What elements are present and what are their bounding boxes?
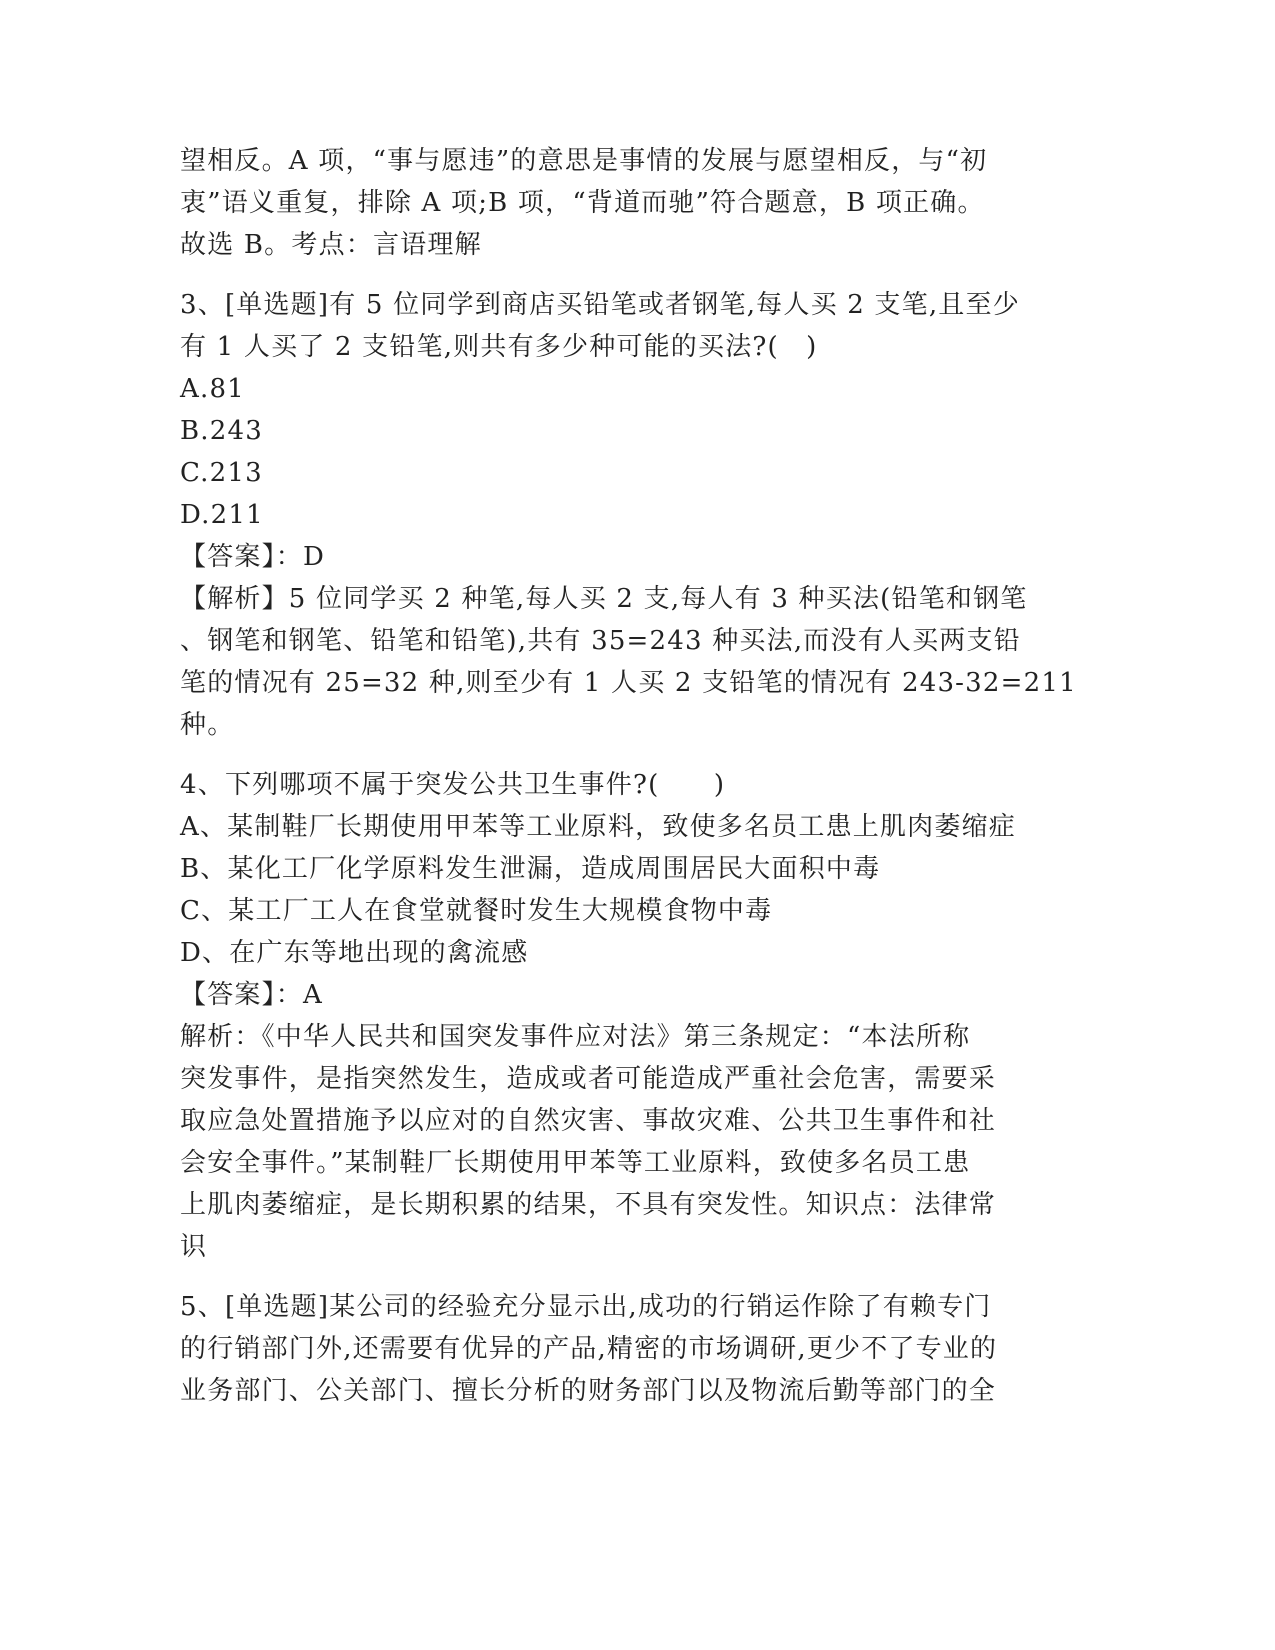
- text-line: 故选 B。考点：言语理解: [180, 230, 482, 260]
- analysis-line: 解析：《中华人民共和国突发事件应对法》第三条规定：“本法所称: [180, 1022, 971, 1052]
- analysis-line: 突发事件，是指突然发生，造成或者可能造成严重社会危害，需要采: [180, 1064, 997, 1094]
- question-4: [180, 764, 1080, 1268]
- option-b: B、某化工厂化学原料发生泄漏，造成周围居民大面积中毒: [180, 854, 881, 884]
- analysis-line: 识: [180, 1232, 208, 1262]
- question-stem-line: 业务部门、公关部门、擅长分析的财务部门以及物流后勤等部门的全: [180, 1376, 997, 1406]
- question-stem-line: 的行销部门外,还需要有优异的产品,精密的市场调研,更少不了专业的: [180, 1334, 998, 1364]
- analysis-line: 会安全事件。”某制鞋厂长期使用甲苯等工业原料，致使多名员工患: [180, 1148, 971, 1178]
- analysis-line: 上肌肉萎缩症，是长期积累的结果，不具有突发性。知识点：法律常: [180, 1190, 997, 1220]
- option-c: C、某工厂工人在食堂就餐时发生大规模食物中毒: [180, 896, 773, 926]
- text-line: 衷”语义重复，排除 A 项;B 项，“背道而驰”符合题意，B 项正确。: [180, 188, 985, 218]
- option-b: B.243: [180, 416, 263, 446]
- option-a: A.81: [180, 374, 245, 404]
- question-3: [180, 284, 1080, 746]
- text-line: 望相反。A 项，“事与愿违”的意思是事情的发展与愿望相反，与“初: [180, 146, 988, 176]
- analysis-line: 笔的情况有 25=32 种,则至少有 1 人买 2 支铅笔的情况有 243-32=211: [180, 668, 1077, 698]
- question-stem-line: 3、[单选题]有 5 位同学到商店买铅笔或者钢笔,每人买 2 支笔,且至少: [180, 290, 1020, 320]
- question-2-explanation-tail: [180, 140, 1080, 266]
- analysis-line: 种。: [180, 710, 235, 740]
- analysis-line: 【解析】5 位同学买 2 种笔,每人买 2 支,每人有 3 种买法(铅笔和钢笔: [180, 584, 1028, 614]
- question-5: [180, 1286, 1080, 1412]
- option-d: D.211: [180, 500, 264, 530]
- question-stem-line: 4、下列哪项不属于突发公共卫生事件?( ): [180, 770, 726, 800]
- question-stem-line: 5、[单选题]某公司的经验充分显示出,成功的行销运作除了有赖专门: [180, 1292, 992, 1322]
- question-stem-line: 有 1 人买了 2 支铅笔,则共有多少种可能的买法?( ): [180, 332, 818, 362]
- option-c: C.213: [180, 458, 263, 488]
- document-page: [180, 140, 1080, 1412]
- analysis-line: 、钢笔和钢笔、铅笔和铅笔),共有 35=243 种买法,而没有人买两支铅: [180, 626, 1021, 656]
- analysis-line: 取应急处置措施予以应对的自然灾害、事故灾难、公共卫生事件和社: [180, 1106, 997, 1136]
- answer-line: 【答案】：D: [180, 542, 326, 572]
- option-d: D、在广东等地出现的禽流感: [180, 938, 529, 968]
- option-a: A、某制鞋厂长期使用甲苯等工业原料，致使多名员工患上肌肉萎缩症: [180, 812, 1016, 842]
- answer-line: 【答案】：A: [180, 980, 323, 1010]
